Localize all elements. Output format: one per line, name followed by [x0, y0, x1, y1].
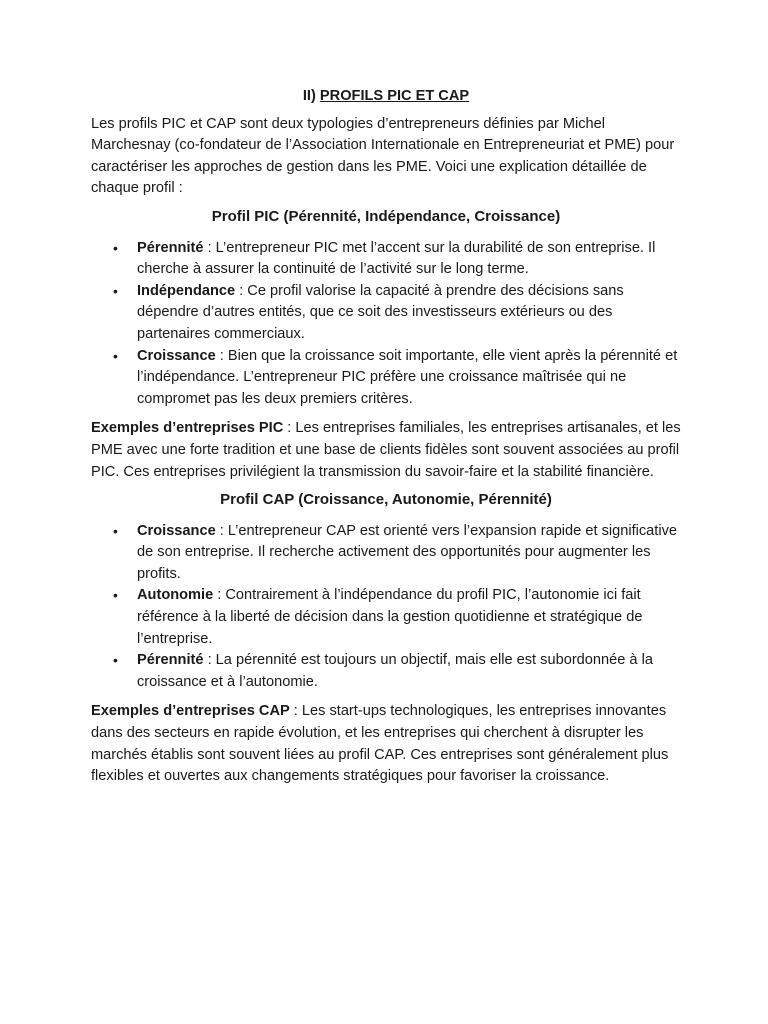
- bullet-icon: •: [113, 652, 118, 669]
- criterion-text: : Contrairement à l’indépendance du profil PIC, l’autonomie ici fait référence à la liberté de décision dans la gestion quotidienne et stratégique de l’entreprise.: [137, 587, 643, 647]
- pic-criteria-list: [91, 238, 681, 411]
- criterion-term: Pérennité: [137, 652, 204, 669]
- criterion-text: : La pérennité est toujours un objectif, mais elle est subordonnée à la croissance et à l’autonomie.: [137, 652, 653, 690]
- list-item: [91, 281, 681, 346]
- document-page: [91, 86, 681, 794]
- bullet-icon: •: [113, 522, 118, 539]
- criterion-text: : Bien que la croissance soit importante, elle vient après la pérennité et l’indépendance. L’entrepreneur PIC préfère une croissance maîtrisée qui ne compromet pas les deux premiers critères.: [137, 347, 678, 407]
- bullet-icon: •: [113, 282, 118, 299]
- section-number: II): [302, 88, 316, 104]
- criterion-term: Pérennité: [137, 239, 204, 256]
- criterion-term: Indépendance: [137, 282, 236, 299]
- cap-examples-paragraph: [91, 701, 681, 787]
- list-item: [91, 238, 681, 281]
- pic-examples-label: Exemples d’entreprises PIC: [91, 420, 284, 437]
- criterion-term: Croissance: [137, 522, 216, 539]
- list-item: [91, 650, 681, 693]
- list-item: [91, 585, 681, 650]
- cap-examples-label: Exemples d’entreprises CAP: [91, 703, 290, 720]
- pic-profile-heading: Profil PIC (Pérennité, Indépendance, Croissance): [211, 207, 561, 225]
- cap-examples-text: : Les start-ups technologiques, les entreprises innovantes dans des secteurs en rapide évolution, et les entreprises qui cherchent à disrupter les marchés établis sont souvent liées au profil CAP. Ces entreprises sont généralement plus flexibles et ouvertes aux changements stratégiques pour favoriser la croissance.: [91, 703, 669, 785]
- pic-examples-text: : Les entreprises familiales, les entreprises artisanales, et les PME avec une forte tradition et une base de clients fidèles sont souvent associées au profil PIC. Ces entreprises privilégient la transmission du savoir-faire et la stabilité financière.: [91, 420, 681, 480]
- criterion-term: Autonomie: [137, 587, 214, 604]
- bullet-icon: •: [113, 239, 118, 256]
- cap-criteria-list: [91, 521, 681, 694]
- list-item: [91, 346, 681, 411]
- criterion-text: : L’entrepreneur CAP est orienté vers l’expansion rapide et significative de son entreprise. Il recherche activement des opportunités pour augmenter les profits.: [137, 522, 678, 582]
- intro-paragraph: Les profils PIC et CAP sont deux typologies d’entrepreneurs définies par Michel Marchesnay (co-fondateur de l’Association Internationale en Entrepreneuriat et PME) pour caractériser les approches de gestion dans les PME. Voici une explication détaillée de chaque profil :: [91, 115, 675, 197]
- criterion-text: : L’entrepreneur PIC met l’accent sur la durabilité de son entreprise. Il cherche à assurer la continuité de l’activité sur le long terme.: [137, 239, 656, 278]
- criterion-text: : Ce profil valorise la capacité à prendre des décisions sans dépendre d’autres entités, que ce soit des investisseurs extérieurs ou des partenaires commerciaux.: [137, 282, 624, 342]
- section-title: [91, 86, 681, 108]
- pic-examples-paragraph: [91, 418, 681, 483]
- list-item: [91, 521, 681, 586]
- section-title-text: PROFILS PIC ET CAP: [319, 88, 470, 104]
- cap-profile-heading: Profil CAP (Croissance, Autonomie, Pérennité): [220, 491, 552, 509]
- bullet-icon: •: [113, 347, 118, 364]
- bullet-icon: •: [113, 587, 118, 604]
- criterion-term: Croissance: [137, 347, 216, 364]
